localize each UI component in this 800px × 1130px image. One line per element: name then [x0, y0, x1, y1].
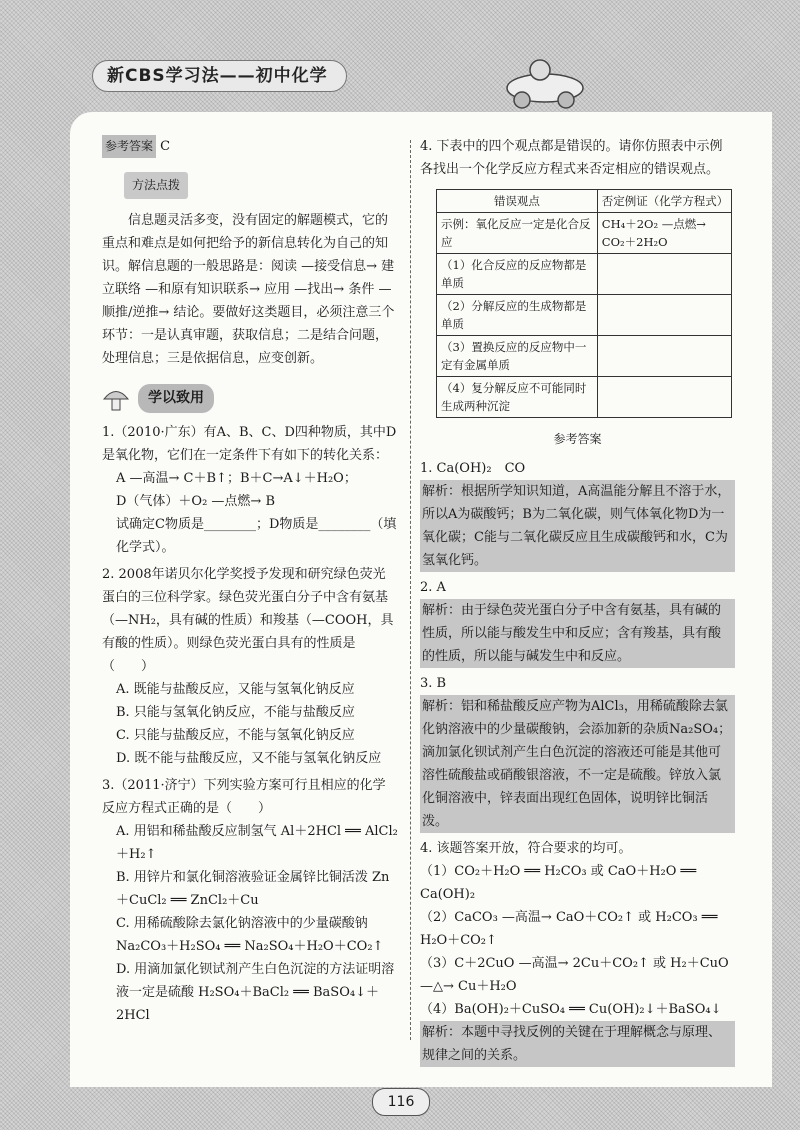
table-row: [437, 295, 732, 336]
table-cell: （4）复分解反应不可能同时生成两种沉淀: [437, 377, 598, 418]
right-column: [420, 135, 735, 1067]
reference-answers-title: 参考答案: [553, 432, 602, 446]
answer-label: 参考答案: [102, 135, 156, 158]
table-cell: [597, 377, 731, 418]
q1-equation-2: D（气体）＋O₂ —点燃→ B: [116, 494, 276, 509]
answer-4-item: （1）CO₂＋H₂O ══ H₂CO₃ 或 CaO＋H₂O ══ Ca(OH)₂: [420, 864, 697, 902]
q3-stem: 3.（2011·济宁）下列实验方案可行且相应的化学反应方程式正确的是（ ）: [102, 778, 386, 816]
answer-value: C: [160, 139, 171, 154]
column-divider: [410, 140, 411, 1040]
table-cell: [597, 254, 731, 295]
q3-option-b: B. 用锌片和氯化铜溶液验证金属锌比铜活泼 Zn＋CuCl₂ ══ ZnCl₂＋Cu: [116, 870, 390, 908]
answer-4-intro: 4. 该题答案开放，符合要求的均可。: [420, 841, 632, 856]
answer-3: 3. B: [420, 676, 447, 691]
q3-option-a: A. 用铝和稀盐酸反应制氢气 Al＋2HCl ══ AlCl₂＋H₂↑: [116, 824, 398, 862]
section-header: [102, 384, 398, 413]
q2-stem: 2. 2008年诺贝尔化学奖授予发现和研究绿色荧光蛋白的三位科学家。绿色荧光蛋白分子中含有氨基（—NH₂，具有碱的性质）和羧基（—COOH，具有酸的性质）。则绿色荧光蛋白具有的性质是（ ）: [102, 567, 394, 674]
q4-stem: 4. 下表中的四个观点都是错误的。请你仿照表中示例各找出一个化学反应方程式来否定相应的错误观点。: [420, 139, 723, 177]
table-row: [437, 336, 732, 377]
left-column: [102, 135, 398, 1027]
table-cell: （1）化合反应的反应物都是单质: [437, 254, 598, 295]
car-mascot-icon: [500, 50, 590, 110]
table-header: 错误观点: [437, 190, 598, 213]
table-header: 否定例证（化学方程式）: [597, 190, 731, 213]
answer-line: [102, 135, 398, 158]
table-cell: [597, 295, 731, 336]
answer-3-analysis: 解析：铝和稀盐酸反应产物为AlCl₃，用稀硫酸除去氯化钠溶液中的少量碳酸钠，会添加新的杂质Na₂SO₄；滴加氯化钡试剂产生白色沉淀的溶液还可能是其他可溶性硫酸盐或硝酸银溶液，不一定是硫酸。锌放入氯化铜溶液中，锌表面出现红色固体，说明锌比铜活泼。: [420, 695, 735, 833]
answer-4-item: （2）CaCO₃ —高温→ CaO＋CO₂↑ 或 H₂CO₃ ══ H₂O＋CO₂↑: [420, 910, 718, 948]
table-cell: CH₄＋2O₂ —点燃→ CO₂＋2H₂O: [597, 213, 731, 254]
answer-4-item: （4）Ba(OH)₂＋CuSO₄ ══ Cu(OH)₂↓＋BaSO₄↓: [420, 1002, 722, 1017]
section-title: 学以致用: [138, 384, 214, 413]
q1-stem: 1.（2010·广东）有A、B、C、D四种物质，其中D是氧化物，它们在一定条件下有如下的转化关系：: [102, 425, 397, 463]
mushroom-icon: [102, 386, 130, 412]
answer-1: 1. Ca(OH)₂ CO: [420, 461, 526, 476]
table-row: [437, 254, 732, 295]
answer-4-item: （3）C＋2CuO —高温→ 2Cu＋CO₂↑ 或 H₂＋CuO —△→ Cu＋H₂O: [420, 956, 729, 994]
q3-option-d: D. 用滴加氯化钡试剂产生白色沉淀的方法证明溶液一定是硫酸 H₂SO₄＋BaCl₂ ══ BaSO₄↓＋2HCl: [116, 962, 395, 1023]
q2-option-a: A. 既能与盐酸反应，又能与氢氧化钠反应: [116, 682, 355, 697]
q3-option-c: C. 用稀硫酸除去氯化钠溶液中的少量碳酸钠 Na₂CO₃＋H₂SO₄ ══ Na₂SO₄＋H₂O＋CO₂↑: [116, 916, 384, 954]
page-number: 116: [372, 1088, 430, 1116]
table-cell: [597, 336, 731, 377]
table-header-row: [437, 190, 732, 213]
q2-option-d: D. 既不能与盐酸反应，又不能与氢氧化钠反应: [116, 751, 382, 766]
table-cell: （3）置换反应的反应物中一定有金属单质: [437, 336, 598, 377]
error-table: [436, 189, 732, 418]
q2-option-b: B. 只能与氢氧化钠反应，不能与盐酸反应: [116, 705, 355, 720]
q2-option-c: C. 只能与盐酸反应，不能与氢氧化钠反应: [116, 728, 355, 743]
table-cell: 示例：氧化反应一定是化合反应: [437, 213, 598, 254]
answer-1-analysis: 解析：根据所学知识知道，A高温能分解且不溶于水，所以A为碳酸钙；B为二氧化碳，则气体氧化物D为一氧化碳；C能与二氧化碳反应且生成碳酸钙和水，C为氢氧化钙。: [420, 480, 735, 572]
table-row: [437, 377, 732, 418]
table-row: [437, 213, 732, 254]
table-cell: （2）分解反应的生成物都是单质: [437, 295, 598, 336]
tip-paragraph: 信息题灵活多变，没有固定的解题模式，它的重点和难点是如何把给予的新信息转化为自己的知识。解信息题的一般思路是：阅读 —接受信息→ 建立联络 —和原有知识联系→ 应用 —找出→ 条件 —顺推/逆推→ 结论。要做好这类题目，必须注意三个环节：一是认真审题，获取信息；二是结合问题，处理信息；三是依据信息，应变创新。: [102, 213, 395, 366]
q1-equation-1: A —高温→ C＋B↑；B＋C→A↓＋H₂O；: [116, 471, 357, 486]
answer-2: 2. A: [420, 580, 446, 595]
answer-4-analysis: 解析：本题中寻找反例的关键在于理解概念与原理、规律之间的关系。: [420, 1021, 735, 1067]
tip-label: 方法点拨: [124, 172, 188, 199]
answer-2-analysis: 解析：由于绿色荧光蛋白分子中含有氨基，具有碱的性质，所以能与酸发生中和反应；含有羧基，具有酸的性质，所以能与碱发生中和反应。: [420, 599, 735, 668]
header-title: 新CBS学习法——初中化学: [92, 60, 347, 92]
q1-fill: 试确定C物质是________；D物质是________（填化学式）。: [116, 517, 397, 555]
